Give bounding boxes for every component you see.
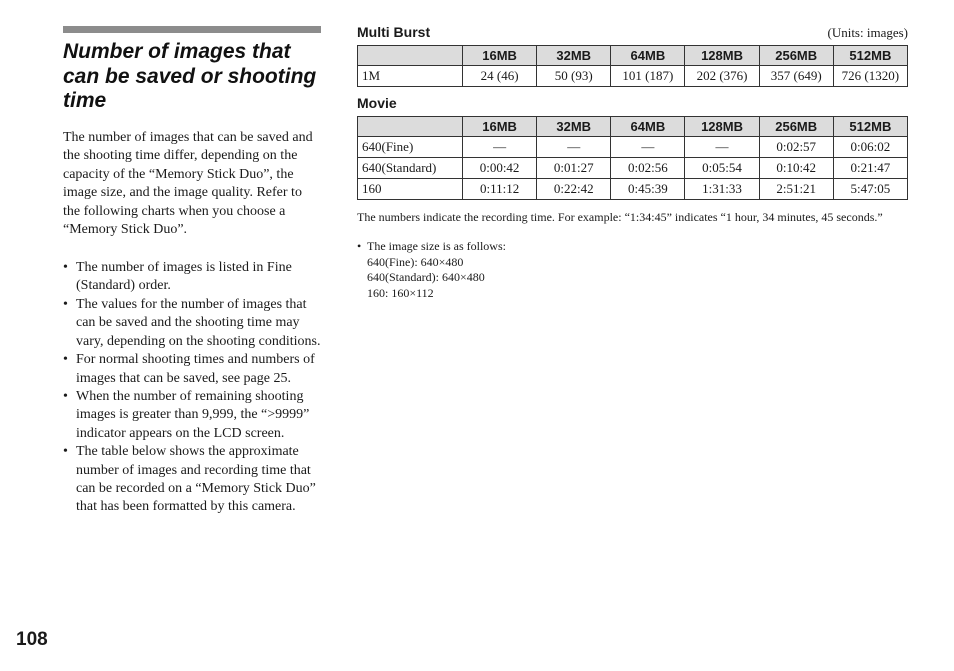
image-size-line: 640(Standard): 640×480 <box>367 270 485 285</box>
image-size-line: 640(Fine): 640×480 <box>367 254 464 269</box>
recording-time-note: The numbers indicate the recording time. For example: “1:34:45” indicates “1 hour, 34 minutes, 45 seconds.” <box>357 210 883 224</box>
header-cell: 16MB <box>463 46 537 66</box>
table-cell: 726 (1320) <box>833 66 907 87</box>
table-cell: 357 (649) <box>759 66 833 87</box>
table-cell: 0:11:12 <box>463 179 537 200</box>
units-label: (Units: images) <box>827 25 908 40</box>
bullet-item: • For normal shooting times and numbers of images that can be saved, see page 25. <box>63 351 321 388</box>
row-label-cell: 640(Standard) <box>358 158 463 179</box>
header-cell <box>358 46 463 66</box>
header-cell: 64MB <box>611 46 685 66</box>
multi-burst-header <box>357 24 908 43</box>
bullet-item: • The values for the number of images that can be saved and the shooting time may vary, depending on the shooting conditions. <box>63 296 321 351</box>
header-cell: 64MB <box>611 117 685 137</box>
row-label-cell: 640(Fine) <box>358 137 463 158</box>
bullet-item: • The table below shows the approximate number of images and recording time that can be recorded on a “Memory Stick Duo” that has been formatted by this camera. <box>63 443 321 517</box>
image-size-intro: • The image size is as follows: <box>367 239 506 253</box>
table-row <box>358 158 908 179</box>
table-header-row <box>358 117 908 137</box>
table-cell: 0:06:02 <box>833 137 907 158</box>
table-header-row <box>358 46 908 66</box>
table-cell: — <box>463 137 537 158</box>
image-size-list <box>357 239 908 301</box>
bullet-item: • The number of images is listed in Fine (Standard) order. <box>63 259 321 296</box>
table-cell: 0:02:56 <box>611 158 685 179</box>
table-cell: 5:47:05 <box>833 179 907 200</box>
table-row <box>358 179 908 200</box>
page-number: 108 <box>16 629 48 650</box>
header-cell: 128MB <box>685 117 759 137</box>
bullet-item: • When the number of remaining shooting images is greater than 9,999, the “>9999” indicator appears on the LCD screen. <box>63 388 321 443</box>
table-cell: 50 (93) <box>537 66 611 87</box>
left-column <box>63 26 321 517</box>
header-cell: 32MB <box>537 46 611 66</box>
row-label-cell: 1M <box>358 66 463 87</box>
table-row <box>358 137 908 158</box>
right-column <box>357 24 908 301</box>
table-cell: — <box>685 137 759 158</box>
table-cell: 0:21:47 <box>833 158 907 179</box>
table-cell: 1:31:33 <box>685 179 759 200</box>
page-heading: Number of images that can be saved or shooting time <box>63 40 317 112</box>
movie-header <box>357 95 908 114</box>
table-cell: 0:45:39 <box>611 179 685 200</box>
table-cell: 101 (187) <box>611 66 685 87</box>
movie-title: Movie <box>357 95 397 111</box>
header-cell: 256MB <box>759 46 833 66</box>
title-rule <box>63 26 321 33</box>
table-cell: 0:01:27 <box>537 158 611 179</box>
table-cell: 0:00:42 <box>463 158 537 179</box>
table-cell: 24 (46) <box>463 66 537 87</box>
intro-paragraph: The number of images that can be saved and the shooting time differ, depending on the capacity of the “Memory Stick Duo”, the image size, and the image quality. Refer to the following charts when you choose a “Memory Stick Duo”. <box>63 129 313 238</box>
header-cell: 32MB <box>537 117 611 137</box>
table-cell: 0:02:57 <box>759 137 833 158</box>
table-row <box>358 66 908 87</box>
table-cell: 2:51:21 <box>759 179 833 200</box>
header-cell <box>358 117 463 137</box>
table-cell: 0:22:42 <box>537 179 611 200</box>
table-cell: 0:05:54 <box>685 158 759 179</box>
table-cell: — <box>537 137 611 158</box>
header-cell: 512MB <box>833 117 907 137</box>
header-cell: 512MB <box>833 46 907 66</box>
table-cell: 0:10:42 <box>759 158 833 179</box>
multi-burst-table <box>357 45 908 87</box>
table-cell: 202 (376) <box>685 66 759 87</box>
row-label-cell: 160 <box>358 179 463 200</box>
notes-bullet-list <box>63 259 321 517</box>
image-size-item <box>357 239 908 301</box>
header-cell: 256MB <box>759 117 833 137</box>
movie-table <box>357 116 908 200</box>
image-size-line: 160: 160×112 <box>367 285 434 300</box>
header-cell: 16MB <box>463 117 537 137</box>
table-cell: — <box>611 137 685 158</box>
header-cell: 128MB <box>685 46 759 66</box>
multi-burst-title: Multi Burst <box>357 24 431 40</box>
